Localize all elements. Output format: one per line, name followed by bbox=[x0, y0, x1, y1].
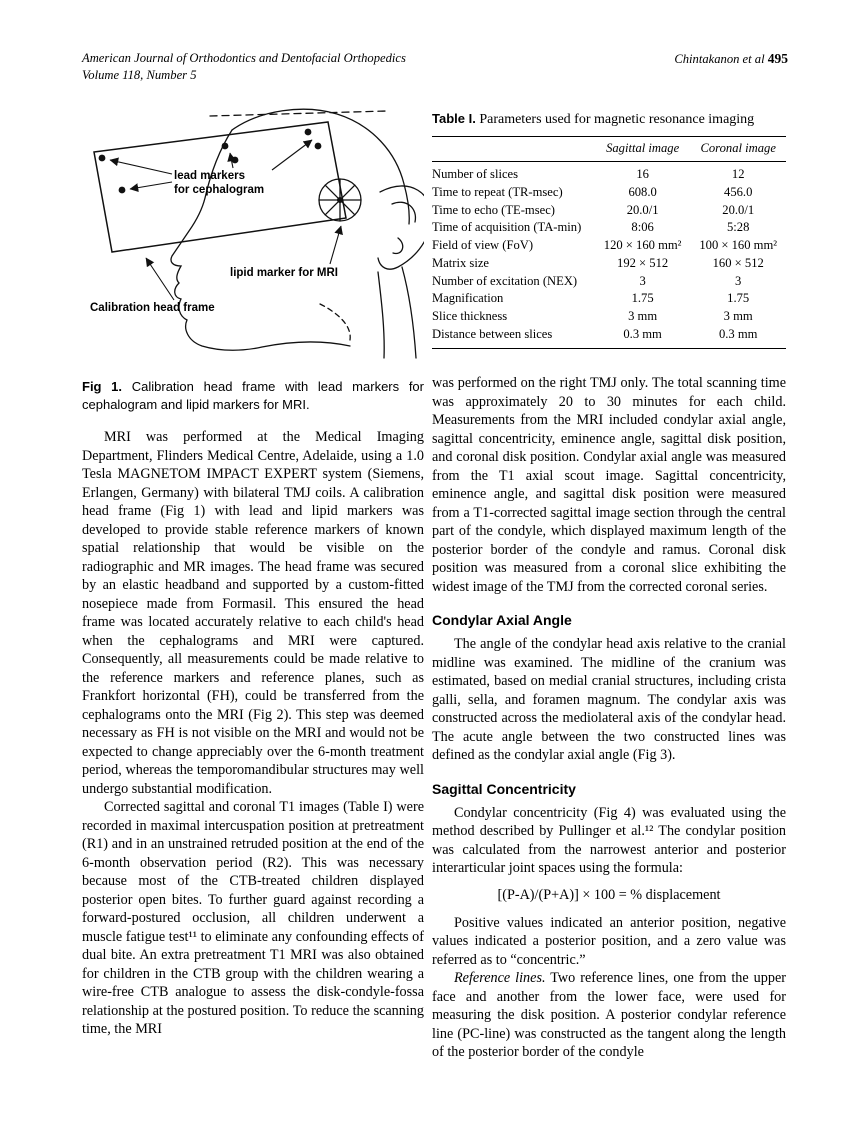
paragraph-methods-1: MRI was performed at the Medical Imaging Department, Flinders Medical Centre, Adelaide, using a 1.0 Tesla MAGNETOM IMPACT EXPERT system (Siemens, Erlangen, Germany) with bilateral TMJ coils. A calibration head frame (Fig 1) with lead and lipid markers was developed to provide stable reference markers of known spatial relationship that would be visible on the radiographic and MR images. The head frame was secured by an elastic headband and supported by a custom-fitted nosepiece made from Formasil. This ensured the head frame was located accurately relative to each child's head when the cephalograms and MRI were captured. Consequently, all measurements could be made relative to the reference markers and reference planes, such as Frankfort horizontal (FH), could be transferred from the cephalograms onto the MRI (Fig 2). This step was deemed necessary as FH is not visible on the MRI and would not be expected to change appreciably over the 6-month treatment period, whereas the temporomandibular structures may well undergo substantial modification. bbox=[82, 429, 424, 797]
row-coronal: 100 × 160 mm² bbox=[699, 238, 778, 253]
left-column-text bbox=[82, 428, 424, 1039]
paragraph-condylar-axial-angle: The angle of the condylar head axis relative to the cranial midline was examined. The midline of the cranium was estimated, based on medial cranial structures, including crista galli, sella, and foramen magnum. The condylar axis was constructed across the mediolateral axis of the condylar head. The acute angle between the two constructed lines was defined as the condylar axial angle (Fig 3). bbox=[432, 636, 786, 764]
table-header-coronal: Coronal image bbox=[690, 137, 786, 162]
leader-lipid-marker bbox=[330, 226, 341, 264]
paragraph-reference-lines bbox=[432, 969, 786, 1062]
row-sagittal: 3 bbox=[639, 273, 646, 288]
row-sagittal: 0.3 mm bbox=[623, 327, 662, 342]
running-authors: Chintakanon et al bbox=[674, 52, 765, 66]
lead-marker-dot bbox=[222, 143, 229, 150]
ear-inner-curve-1 bbox=[392, 202, 415, 222]
neck-back-line bbox=[402, 267, 416, 358]
table-row bbox=[432, 237, 786, 255]
lipid-marker-label: lipid marker for MRI bbox=[230, 267, 338, 279]
journal-issue: Volume 118, Number 5 bbox=[82, 68, 197, 82]
row-sagittal: 1.75 bbox=[631, 291, 654, 306]
paragraph-methods-2: Corrected sagittal and coronal T1 images (Table I) were recorded in maximal intercuspation position at pretreatment (R1) and in an unstrained retruded position at the end of the 6-month observation period (R2). This was necessary because most of the CTB-treated children displayed posterior open bites. To further guard against recording a forward-postured occlusion, all children underwent a muscle fatigue test¹¹ to eliminate any confounding effects of dual bite. An extra pretreatment T1 MRI was also obtained for children in the CTB group with the children wearing a wire-free CTB analogue to assess the disk-condyle-fossa relationship at the postured position. To reduce the scanning time, the MRI bbox=[82, 799, 424, 1037]
lead-marker-dot bbox=[119, 187, 126, 194]
reference-lines-lead-in: Reference lines. bbox=[454, 970, 546, 987]
ear-outline bbox=[378, 186, 424, 269]
reference-lines-text: Two reference lines, one from the upper face and another from the lower face, were used for measuring the disk position. A posterior condylar reference line (PC-line) was constructed as the tangent along the length of the posterior border of the condyle bbox=[432, 970, 786, 1061]
row-sagittal: 20.0/1 bbox=[626, 202, 659, 217]
mri-parameters-table bbox=[432, 136, 786, 349]
table-caption-label: Table I. bbox=[432, 111, 476, 126]
figure-1 bbox=[82, 100, 424, 362]
row-label: Number of excitation (NEX) bbox=[432, 273, 578, 288]
table-1-block bbox=[432, 110, 786, 349]
paragraph-mri-continued: was performed on the right TMJ only. The total scanning time was approximately 20 to 30 minutes for each child. Measurements from the MRI included condylar axial angle, sagittal concentricity, eminence angle, sagittal disk position, and coronal disk position. Condylar axial angle was measured from the T1 axial scout image. Sagittal concentricity, eminence angle, and sagittal disk position were measured from a T1-corrected sagittal image section through the central part of the condyle, which displayed maximum length of the posterior border of the condyle and ramus. Coronal disk position was measured from a coronal slice exhibiting the widest image of the TMJ from the corrected coronal series. bbox=[432, 375, 786, 595]
row-coronal: 1.75 bbox=[727, 291, 750, 306]
row-coronal: 5:28 bbox=[727, 220, 750, 235]
lipid-marker-wheel bbox=[319, 179, 361, 221]
mandible-dashed-line bbox=[320, 304, 350, 340]
figure-1-drawing bbox=[82, 100, 424, 362]
row-label: Time of acquisition (TA-min) bbox=[432, 220, 582, 235]
leader-lead-marker-4 bbox=[272, 140, 312, 170]
displacement-formula: [(P-A)/(P+A)] × 100 = % displacement bbox=[497, 886, 721, 903]
page-header bbox=[82, 50, 788, 84]
row-coronal: 3 mm bbox=[723, 309, 753, 324]
figure-caption-label: Fig 1. bbox=[82, 379, 123, 394]
table-row bbox=[432, 272, 786, 290]
row-coronal: 456.0 bbox=[724, 184, 753, 199]
heading-condylar-axial-angle: Condylar Axial Angle bbox=[432, 612, 572, 629]
row-label: Number of slices bbox=[432, 167, 519, 181]
table-row bbox=[432, 162, 786, 184]
calibration-frame-label: Calibration head frame bbox=[90, 302, 215, 314]
row-coronal: 3 bbox=[735, 273, 742, 288]
heading-sagittal-concentricity: Sagittal Concentricity bbox=[432, 780, 576, 797]
row-sagittal: 16 bbox=[636, 167, 649, 181]
left-column bbox=[82, 100, 424, 1039]
table-row bbox=[432, 183, 786, 201]
table-row bbox=[432, 201, 786, 219]
table-header-row bbox=[432, 137, 786, 162]
table-row bbox=[432, 308, 786, 326]
row-coronal: 0.3 mm bbox=[718, 327, 758, 342]
table-1-caption bbox=[432, 110, 786, 129]
page-number: 495 bbox=[767, 51, 788, 66]
row-label: Matrix size bbox=[432, 255, 490, 270]
table-header-sagittal: Sagittal image bbox=[595, 137, 691, 162]
running-head bbox=[674, 50, 788, 68]
row-label: Slice thickness bbox=[432, 309, 508, 324]
row-sagittal: 3 mm bbox=[628, 309, 658, 324]
ear-inner-curve-2 bbox=[393, 238, 403, 254]
paragraph-position-values: Positive values indicated an anterior position, negative values indicated a posterior position, and a zero value was referred as to “concentric.” bbox=[432, 914, 786, 968]
row-sagittal: 608.0 bbox=[628, 184, 657, 199]
row-label: Magnification bbox=[432, 291, 504, 306]
lead-marker-dot bbox=[232, 157, 239, 164]
table-caption-text: Parameters used for magnetic resonance imaging bbox=[479, 112, 755, 127]
table-row bbox=[432, 326, 786, 349]
row-label: Time to repeat (TR-msec) bbox=[432, 184, 563, 199]
journal-title-block bbox=[82, 50, 406, 84]
table-row bbox=[432, 255, 786, 273]
lead-marker-dot bbox=[99, 155, 106, 162]
journal-title: American Journal of Orthodontics and Dentofacial Orthopedics bbox=[82, 51, 406, 65]
right-column-text bbox=[432, 374, 786, 1062]
table-row bbox=[432, 290, 786, 308]
figure-caption-text: Calibration head frame with lead markers for cephalogram and lipid markers for MRI. bbox=[82, 379, 424, 412]
leader-lead-marker-2 bbox=[130, 182, 172, 189]
table-row bbox=[432, 219, 786, 237]
row-label: Time to echo (TE-msec) bbox=[432, 202, 555, 217]
row-sagittal: 120 × 160 mm² bbox=[603, 238, 682, 253]
leader-head-frame bbox=[146, 258, 174, 300]
row-coronal: 12 bbox=[731, 167, 745, 181]
row-sagittal: 192 × 512 bbox=[617, 255, 669, 270]
lead-markers-label-line2: for cephalogram bbox=[174, 184, 265, 196]
lead-marker-dot bbox=[315, 143, 322, 150]
lead-marker-dot bbox=[305, 129, 312, 136]
row-coronal: 160 × 512 bbox=[712, 255, 764, 270]
leader-lead-marker-1 bbox=[110, 160, 172, 174]
neck-front-line bbox=[378, 272, 384, 358]
row-coronal: 20.0/1 bbox=[722, 202, 755, 217]
row-label: Field of view (FoV) bbox=[432, 238, 534, 253]
table-header-empty bbox=[432, 137, 595, 162]
row-sagittal: 8:06 bbox=[631, 220, 654, 235]
dashed-reference-line bbox=[210, 111, 387, 116]
paragraph-sagittal-concentricity: Condylar concentricity (Fig 4) was evaluated using the method described by Pullinger et al.¹² The condylar position was calculated from the narrowest anterior and posterior interarticular joint spaces using the formula: bbox=[432, 804, 786, 877]
right-column bbox=[432, 110, 786, 1062]
figure-1-caption bbox=[82, 378, 424, 413]
row-label: Distance between slices bbox=[432, 327, 553, 342]
lead-markers-label: lead markers bbox=[174, 170, 245, 182]
